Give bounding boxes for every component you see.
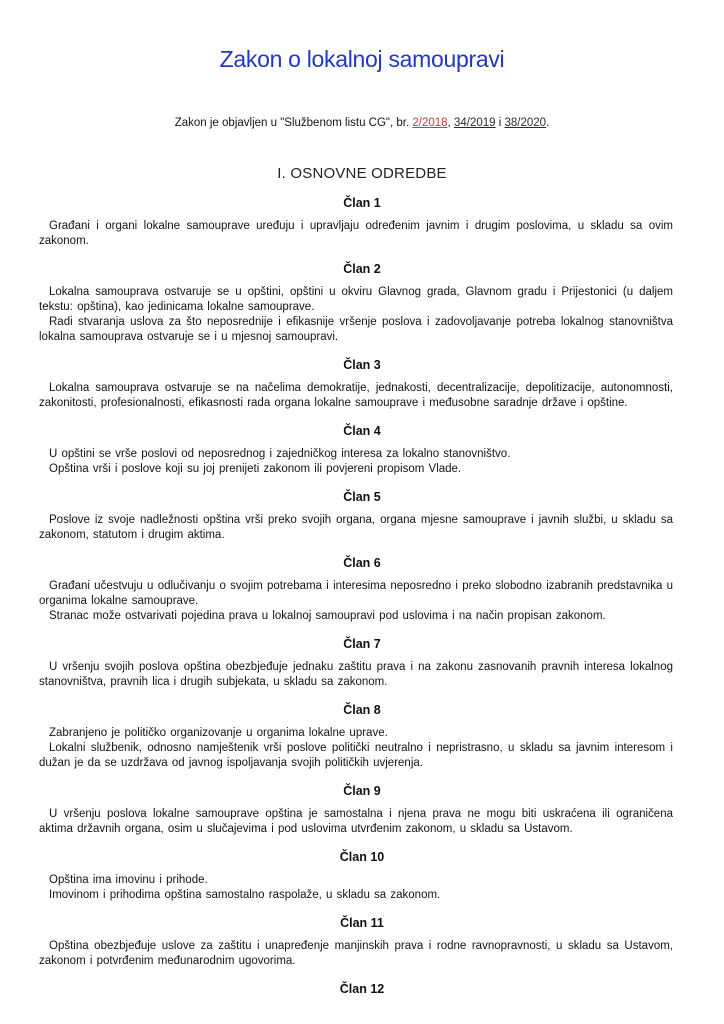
article-paragraph: Opština vrši i poslove koji su joj prenijeti zakonom ili povjereni propisom Vlade. <box>49 463 462 475</box>
section-heading: I. OSNOVNE ODREDBE <box>277 165 447 182</box>
article-heading: Član 4 <box>343 424 381 438</box>
article-heading: Član 6 <box>343 556 381 570</box>
article-heading: Član 9 <box>343 784 381 798</box>
article-heading: Član 3 <box>343 358 381 372</box>
gazette-link-2-2018[interactable]: 2/2018 <box>412 117 448 129</box>
article-heading: Član 10 <box>339 850 385 864</box>
article-paragraph: Zabranjeno je političko organizovanje u organima lokalne uprave. <box>49 727 388 739</box>
article-paragraph: U opštini se vrše poslovi od neposrednog i zajedničkog interesa za lokalno stanovništvo. <box>49 448 511 460</box>
article-paragraph: Imovinom i prihodima opština samostalno raspolaže, u skladu sa zakonom. <box>49 889 441 901</box>
gazette-link-38-2020[interactable]: 38/2020 <box>504 117 547 129</box>
article-paragraph: Građani i organi lokalne samouprave uređuju i upravljaju određenim javnim i drugim poslovima, u skladu sa ovim zakonom. <box>39 220 673 247</box>
article <box>0 195 724 249</box>
article-paragraph: Opština obezbjeđuje uslove za zaštitu i unapređenje manjinskih prava i rodne ravnopravnosti, u skladu sa Ustavom, zakonom i potvrđenim međunarodnim ugovorima. <box>39 940 673 967</box>
article-paragraph: Lokalna samouprava ostvaruje se u opštini, opštini u okviru Glavnog grada, Glavnom gradu i Prijestonici (u daljem tekstu: opština), kao jedinicama lokalne samouprave. <box>39 286 673 313</box>
article-paragraph: Poslove iz svoje nadležnosti opština vrši preko svojih organa, organa mjesne samouprave i javnih službi, u skladu sa zakonom, statutom i drugim aktima. <box>39 514 673 541</box>
gazette-link-34-2019[interactable]: 34/2019 <box>453 117 496 129</box>
article <box>0 489 724 543</box>
article-heading: Član 8 <box>343 703 381 717</box>
article-paragraph: Opština ima imovinu i prihode. <box>49 874 208 886</box>
articles-container <box>0 195 724 997</box>
article <box>0 423 724 477</box>
article-paragraph: Lokalni službenik, odnosno namještenik vrši poslove politički neutralno i nepristrasno, u skladu sa javnim interesom i dužan je da se uzdržava od javnog ispoljavanja svojih političkih uvjerenja. <box>39 742 673 769</box>
article-paragraph: U vršenju poslova lokalne samouprave opština je samostalna i njena prava ne mogu biti uskraćena ili ograničena aktima državnih organa, osim u slučajevima i pod uslovima utvrđenim zakonom, u skladu sa Ustavom. <box>39 808 673 835</box>
article-heading: Član 12 <box>339 982 385 996</box>
article-paragraph: Građani učestvuju u odlučivanju o svojim potrebama i interesima neposredno i preko slobodno izabranih predstavnika u organima lokalne samouprave. <box>39 580 673 607</box>
publication-separator-2: i <box>495 117 505 129</box>
article <box>0 702 724 771</box>
publication-line <box>0 116 724 131</box>
article <box>0 981 724 997</box>
article-heading: Član 1 <box>343 196 381 210</box>
article <box>0 357 724 411</box>
article-paragraph: Radi stvaranja uslova za što neposrednije i efikasnije vršenje poslova i zadovoljavanje potreba lokalnog stanovništva lokalna samouprava ostvaruje se i u mjesnoj samoupravi. <box>39 316 673 343</box>
article <box>0 783 724 837</box>
publication-separator-1: , <box>447 117 454 129</box>
article <box>0 915 724 969</box>
article-paragraph: Lokalna samouprava ostvaruje se na načelima demokratije, jednakosti, decentralizacije, depolitizacije, autonomnosti, zakonitosti, profesionalnosti, efikasnosti rada organa lokalne samouprave i međusobne saradnje države i opštine. <box>39 382 673 409</box>
article-paragraph: U vršenju svojih poslova opština obezbjeđuje jednaku zaštitu prava i na zakonu zasnovanih pravnih interesa lokalnog stanovništva, pravnih lica i drugih subjekata, u skladu sa zakonom. <box>39 661 673 688</box>
article <box>0 555 724 624</box>
article-heading: Član 11 <box>340 916 384 930</box>
article-heading: Član 5 <box>343 490 381 504</box>
article <box>0 261 724 345</box>
publication-suffix: . <box>546 117 550 129</box>
page-title: Zakon o lokalnoj samoupravi <box>219 46 505 72</box>
article-heading: Član 7 <box>343 637 381 651</box>
article-heading: Član 2 <box>343 262 381 276</box>
article <box>0 849 724 903</box>
article-paragraph: Stranac može ostvarivati pojedina prava u lokalnoj samoupravi pod uslovima i na način propisan zakonom. <box>49 610 606 622</box>
article <box>0 636 724 690</box>
publication-prefix: Zakon je objavljen u "Službenom listu CG", br. <box>174 117 413 129</box>
